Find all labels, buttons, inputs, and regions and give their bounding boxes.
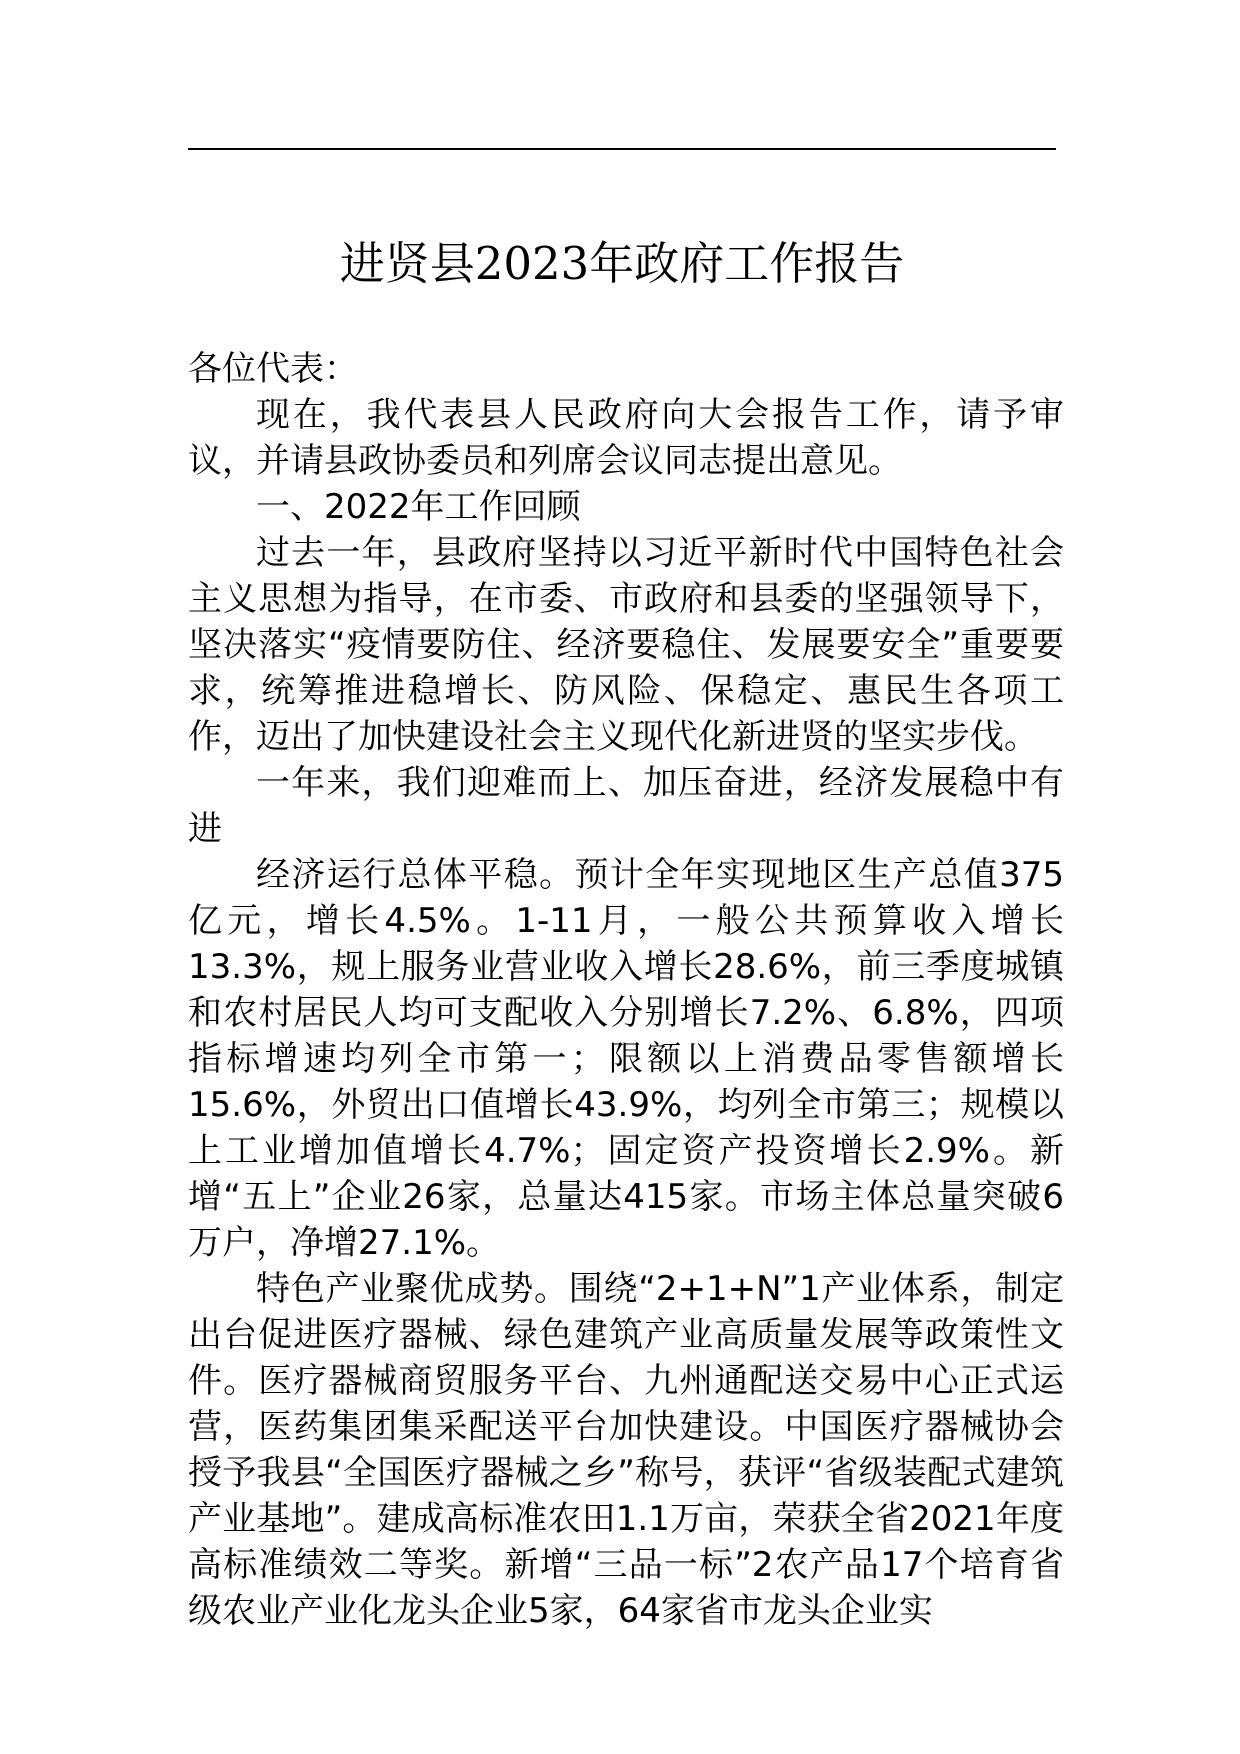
paragraph-economy: 经济运行总体平稳。预计全年实现地区生产总值375亿元，增长4.5%。1-11月，一般公共预算收入增长13.3%，规上服务业营业收入增长28.6%，前三季度城镇和农村居民人均可支配收入分别增长7.2%、6.8%，四项指标增速均列全市第一；限额以上消费品零售额增长15.6%，外贸出口值增长43.9%，均列全市第三；规模以上工业增加值增长4.7%；固定资产投资增长2.9%。新增“五上”企业26家，总量达415家。市场主体总量突破6万户，净增27.1%。 <box>188 855 1064 1263</box>
paragraph-intro: 现在，我代表县人民政府向大会报告工作，请予审议，并请县政协委员和列席会议同志提出意见。 <box>188 395 1064 481</box>
document-title: 进贤县2023年政府工作报告 <box>339 237 905 290</box>
salutation: 各位代表： <box>188 349 358 389</box>
header-rule <box>188 148 1056 150</box>
paragraph-industry: 特色产业聚优成势。围绕“2+1+N”1产业体系，制定出台促进医疗器械、绿色建筑产业高质量发展等政策性文件。医疗器械商贸服务平台、九州通配送交易中心正式运营，医药集团集采配送平台加快建设。中国医疗器械协会授予我县“全国医疗器械之乡”称号，获评“省级装配式建筑产业基地”。建成高标准农田1.1万亩，荣获全省2021年度高标准绩效二等奖。新增“三品一标”2农产品17个培育省级农业产业化龙头企业5家，64家省市龙头企业实 <box>188 1269 1064 1631</box>
document-body <box>188 346 1064 1634</box>
section-heading: 一、2022年工作回顾 <box>256 487 581 527</box>
paragraph-overview: 过去一年，县政府坚持以习近平新时代中国特色社会主义思想为指导，在市委、市政府和县委的坚强领导下，坚决落实“疫情要防住、经济要稳住、发展要安全”重要要求，统筹推进稳增长、防风险、保稳定、惠民生各项工作，迈出了加快建设社会主义现代化新进贤的坚实步伐。 <box>188 533 1064 757</box>
paragraph-subheading: 一年来，我们迎难而上、加压奋进，经济发展稳中有进 <box>188 763 1064 849</box>
